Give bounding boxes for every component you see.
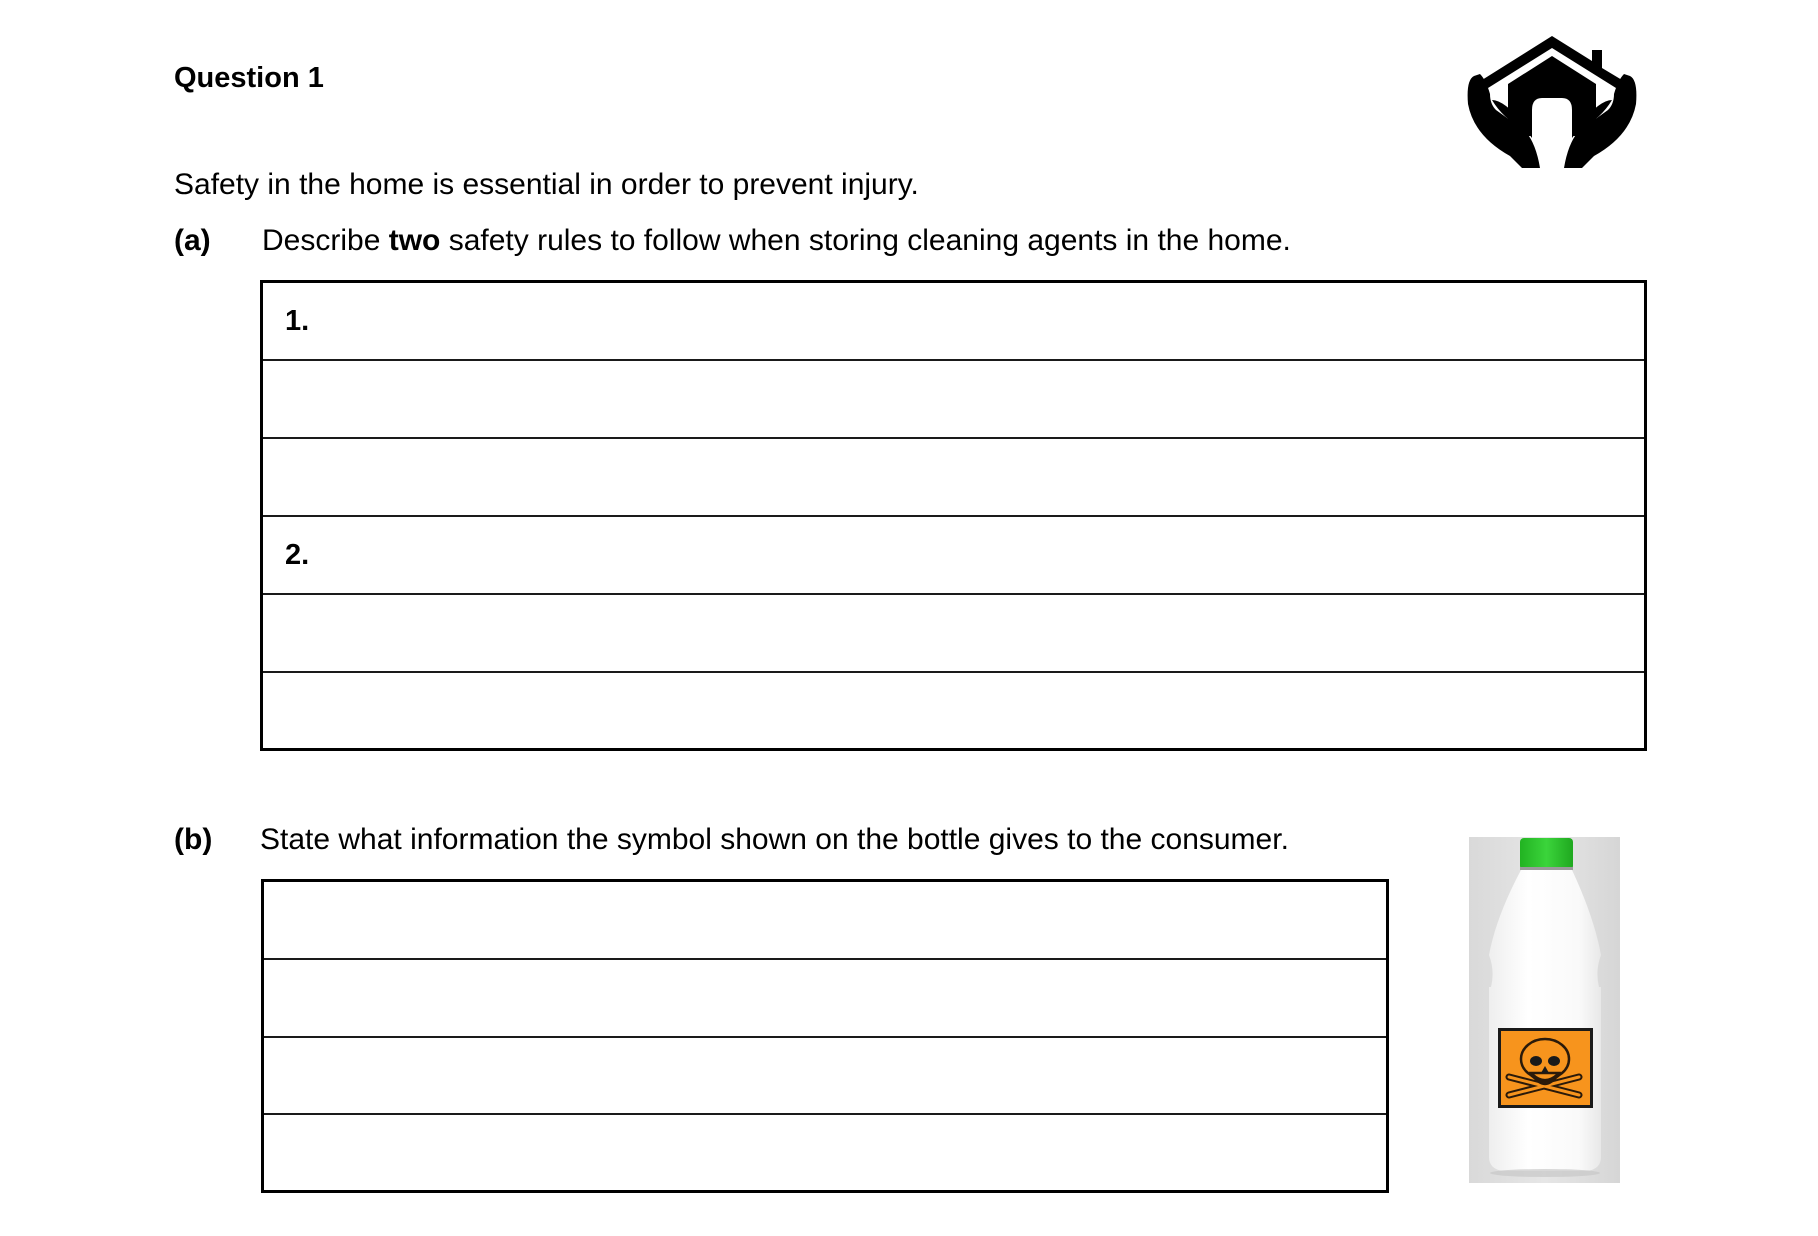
part-a-label: (a): [174, 224, 211, 257]
part-a-prompt-emphasis: two: [388, 224, 441, 257]
part-b-answer-line[interactable]: [264, 1038, 1386, 1115]
part-a-answer-line[interactable]: [263, 361, 1644, 439]
part-a-prompt-start: Describe: [262, 224, 389, 257]
answer-number: 1.: [285, 305, 310, 337]
part-a-answer-line[interactable]: [263, 517, 1644, 595]
part-a-prompt-end: safety rules to follow when storing cleaning agents in the home.: [440, 224, 1291, 257]
part-b-answer-line[interactable]: [264, 960, 1386, 1038]
toxic-bottle-image: [1469, 837, 1620, 1183]
skull-and-crossbones-icon: [1498, 1028, 1593, 1108]
part-b-answer-line[interactable]: [264, 882, 1386, 960]
answer-number: 2.: [285, 539, 310, 571]
part-a-answer-line[interactable]: [263, 673, 1644, 750]
part-a-answer-line[interactable]: [263, 283, 1644, 361]
part-b-prompt: State what information the symbol shown on the bottle gives to the consumer.: [260, 823, 1289, 856]
hands-holding-house-icon: [1462, 28, 1642, 168]
part-b-answer-box: [261, 879, 1389, 1193]
part-a-prompt: [262, 224, 1291, 258]
part-a-answer-line[interactable]: [263, 439, 1644, 517]
question-title: Question 1: [174, 62, 324, 94]
part-a-answer-line[interactable]: [263, 595, 1644, 673]
part-b-answer-line[interactable]: [264, 1115, 1386, 1190]
part-b-label: (b): [174, 823, 213, 856]
intro-text: Safety in the home is essential in order to prevent injury.: [174, 168, 919, 201]
part-a-answer-box: [260, 280, 1647, 751]
